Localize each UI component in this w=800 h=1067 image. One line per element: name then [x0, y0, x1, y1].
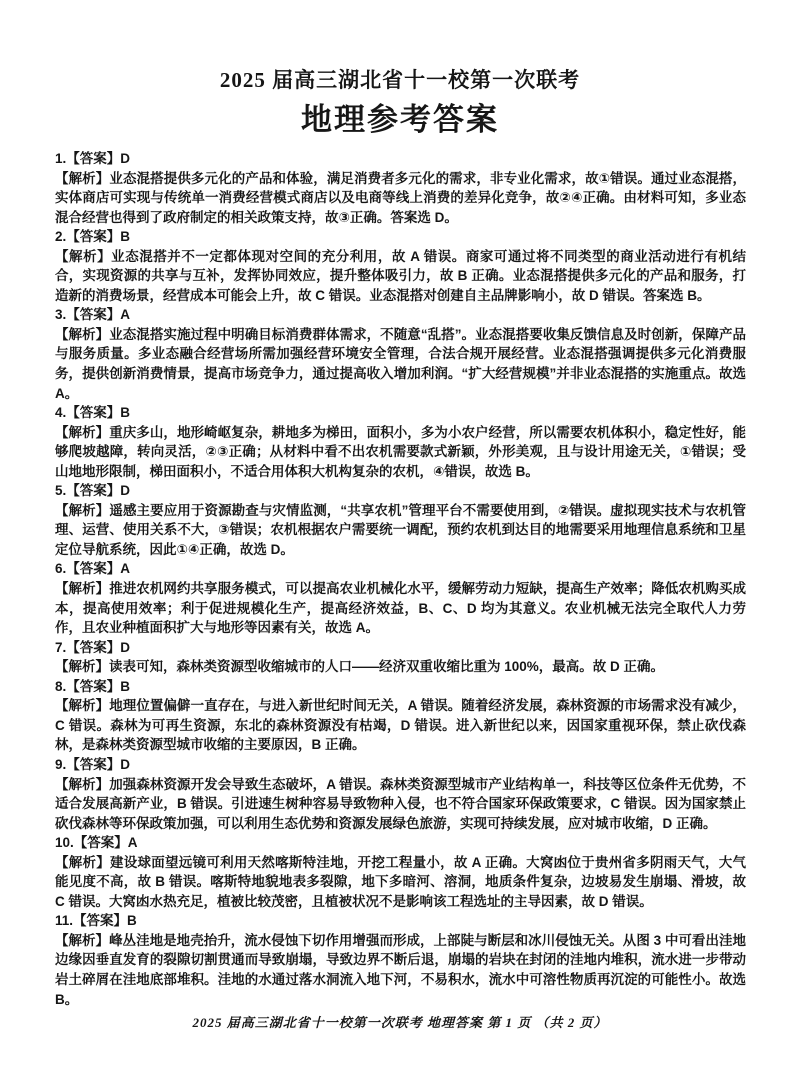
answer-value: B [120, 405, 131, 421]
exam-title: 2025 届高三湖北省十一校第一次联考 [219, 68, 581, 92]
analysis-label: 【解析】 [55, 502, 110, 518]
answer-list [55, 149, 746, 1009]
analysis-text: 业态混搭实施过程中明确目标消费群体需求，不随意“乱搭”。业态混搭要收集反馈信息及时创新，保障产品与服务质量。多业态融合经营场所需加强经营环境安全管理，合法合规开展经营。业态混搭强调提供多元化消费服务，提供创新消费情景，提高市场竞争力，通过提高收入增加利润。“扩大经营规模”并非业态混搭的实施重点。故选 A。 [55, 326, 747, 401]
page-title: 地理参考答案 [301, 102, 499, 137]
answer-item [55, 911, 746, 1009]
answer-value: A [120, 307, 131, 323]
answer-label: 【答案】 [66, 639, 121, 655]
answer-value: A [120, 561, 131, 577]
question-number: 6. [55, 561, 67, 577]
answer-value: D [120, 151, 131, 166]
answer-value: D [120, 756, 131, 772]
page-footer: 2025 届高三湖北省十一校第一次联考 地理答案 第 1 页 （共 2 页） [192, 1015, 608, 1030]
answer-label: 【答案】 [66, 229, 121, 245]
analysis-label: 【解析】 [55, 424, 110, 440]
answer-line [55, 638, 746, 658]
answer-item [55, 755, 746, 833]
answer-item [55, 833, 746, 911]
analysis-label: 【解析】 [55, 659, 109, 675]
answer-line [55, 305, 746, 325]
analysis-paragraph [55, 853, 746, 912]
analysis-label: 【解析】 [55, 776, 110, 792]
analysis-label: 【解析】 [55, 326, 110, 342]
answer-label: 【答案】 [73, 913, 128, 929]
answer-label: 【答案】 [66, 678, 121, 694]
analysis-text: 建设球面望远镜可利用天然喀斯特洼地，开挖工程量小，故 A 正确。大窝凼位于贵州省多阴雨天气，大气能见度不高，故 B 错误。喀斯特地貌地表多裂隙，地下多暗河、溶洞，地质条件复杂，边坡易发生崩塌、滑坡，故 C 错误。大窝凼水热充足，植被比较茂密，且植被状况不是影响该工程选址的主导因素，故 D 错误。 [55, 854, 747, 909]
question-number: 10. [55, 835, 74, 851]
question-number: 5. [55, 483, 67, 499]
question-number: 4. [55, 405, 67, 421]
analysis-paragraph [55, 501, 746, 560]
analysis-paragraph [55, 696, 746, 755]
answer-item [55, 305, 746, 403]
answer-value: B [120, 678, 131, 694]
answer-item [55, 227, 746, 305]
answer-line [55, 403, 746, 423]
question-number: 11. [55, 913, 74, 929]
question-number: 1. [55, 151, 67, 166]
answer-item [55, 149, 746, 227]
analysis-text: 读表可知，森林类资源型收缩城市的人口——经济双重收缩比重为 100%，最高。故 D 正确。 [109, 659, 665, 675]
analysis-text: 峰丛洼地是地壳抬升，流水侵蚀下切作用增强而形成，上部陡与断层和冰川侵蚀无关。从图 3 中可看出洼地边缘因垂直发育的裂隙切割贯通而导致崩塌，导致边界不断后退，崩塌的岩块在封闭的洼地内堆积，流水进一步带动岩土碎屑在洼地底部堆积。洼地的水通过落水洞流入地下河，不易积水，流水中可溶性物质再沉淀的可能性小。故选 B。 [55, 932, 746, 1007]
answer-item [55, 481, 746, 559]
answer-line [55, 149, 746, 169]
analysis-paragraph [55, 247, 746, 306]
question-number: 8. [55, 678, 67, 694]
analysis-label: 【解析】 [55, 248, 112, 264]
answer-line [55, 911, 746, 931]
analysis-text: 遥感主要应用于资源勘查与灾情监测，“共享农机”管理平台不需要使用到，②错误。虚拟现实技术与农机管理、运营、使用关系不大，③错误；农机根据农户需要统一调配，预约农机到达目的地需要采用地理信息系统和卫星定位导航系统，因此①④正确，故选 D。 [55, 502, 746, 557]
answer-item [55, 403, 746, 481]
answer-line [55, 227, 746, 247]
analysis-paragraph [55, 775, 746, 834]
answer-item [55, 677, 746, 755]
answer-label: 【答案】 [66, 405, 121, 421]
answer-value: B [120, 229, 131, 245]
answer-value: D [120, 483, 131, 499]
answer-line [55, 559, 746, 579]
analysis-text: 加强森林资源开发会导致生态破坏，A 错误。森林类资源型城市产业结构单一，科技等区位条件无优势，不适合发展高新产业，B 错误。引进速生树种容易导致物种入侵，也不符合国家环保政策要求，C 错误。因为国家禁止砍伐森林等环保政策加强，可以利用生态优势和资源发展绿色旅游，实现可持续发展，应对城市收缩，D 正确。 [55, 776, 747, 831]
answer-label: 【答案】 [66, 307, 121, 323]
answer-value: D [120, 639, 131, 655]
analysis-paragraph [55, 931, 746, 1009]
analysis-label: 【解析】 [55, 932, 110, 948]
answer-item [55, 559, 746, 637]
answer-value: B [127, 913, 137, 929]
analysis-text: 业态混搭并不一定都体现对空间的充分利用，故 A 错误。商家可通过将不同类型的商业活动进行有机结合，实现资源的共享与互补，发挥协同效应，提升整体吸引力，故 B 正确。业态混搭提供多元化的产品和服务，打造新的消费场景，经营成本可能会上升，故 C 错误。业态混搭对创建自主品牌影响小，故 D 错误。答案选 B。 [55, 248, 747, 303]
question-number: 7. [55, 639, 67, 655]
answer-label: 【答案】 [66, 756, 121, 772]
answer-line [55, 677, 746, 697]
answer-line [55, 833, 746, 853]
analysis-text: 推进农机网约共享服务模式，可以提高农业机械化水平，缓解劳动力短缺，提高生产效率；降低农机购买成本，提高使用效率；利于促进规模化生产，提高经济效益，B、C、D 均为其意义。农业机械无法完全取代人力劳作，且农业种植面积扩大与地形等因素有关，故选 A。 [55, 581, 747, 636]
analysis-paragraph [55, 579, 746, 638]
answer-label: 【答案】 [73, 835, 128, 851]
analysis-label: 【解析】 [55, 698, 110, 714]
answer-label: 【答案】 [66, 561, 121, 577]
analysis-text: 业态混搭提供多元化的产品和体验，满足消费者多元化的需求，非专业化需求，故①错误。通过业态混搭，实体商店可实现与传统单一消费经营模式商店以及电商等线上消费的差异化竞争，故②④正确。由材料可知，多业态混合经营也得到了政府制定的相关政策支持，故③正确。答案选 D。 [55, 170, 747, 225]
analysis-text: 重庆多山，地形崎岖复杂，耕地多为梯田，面积小，多为小农户经营，所以需要农机体积小，稳定性好，能够爬坡越障，转向灵活，②③正确；从材料中看不出农机需要款式新颖，外形美观，且与设计用途无关，①错误；受山地地形限制，梯田面积小，不适合用体积大机构复杂的农机，④错误，故选 B。 [55, 424, 747, 479]
analysis-paragraph [55, 657, 746, 677]
answer-value: A [127, 835, 138, 851]
answer-item [55, 638, 746, 677]
analysis-label: 【解析】 [55, 170, 110, 186]
answer-line [55, 481, 746, 501]
question-number: 2. [55, 229, 67, 245]
answer-label: 【答案】 [66, 483, 121, 499]
analysis-paragraph [55, 169, 746, 228]
analysis-paragraph [55, 325, 746, 403]
analysis-label: 【解析】 [55, 854, 111, 870]
question-number: 3. [55, 307, 67, 323]
answer-line [55, 755, 746, 775]
analysis-paragraph [55, 423, 746, 482]
analysis-text: 地理位置偏僻一直存在，与进入新世纪时间无关，A 错误。随着经济发展，森林资源的市场需求没有减少，C 错误。森林为可再生资源，东北的森林资源没有枯竭，D 错误。进入新世纪以来，因国家重视环保，禁止砍伐森林，是森林类资源型城市收缩的主要原因，B 正确。 [55, 698, 747, 753]
question-number: 9. [55, 756, 67, 772]
answer-label: 【答案】 [66, 151, 121, 166]
analysis-label: 【解析】 [55, 581, 110, 597]
